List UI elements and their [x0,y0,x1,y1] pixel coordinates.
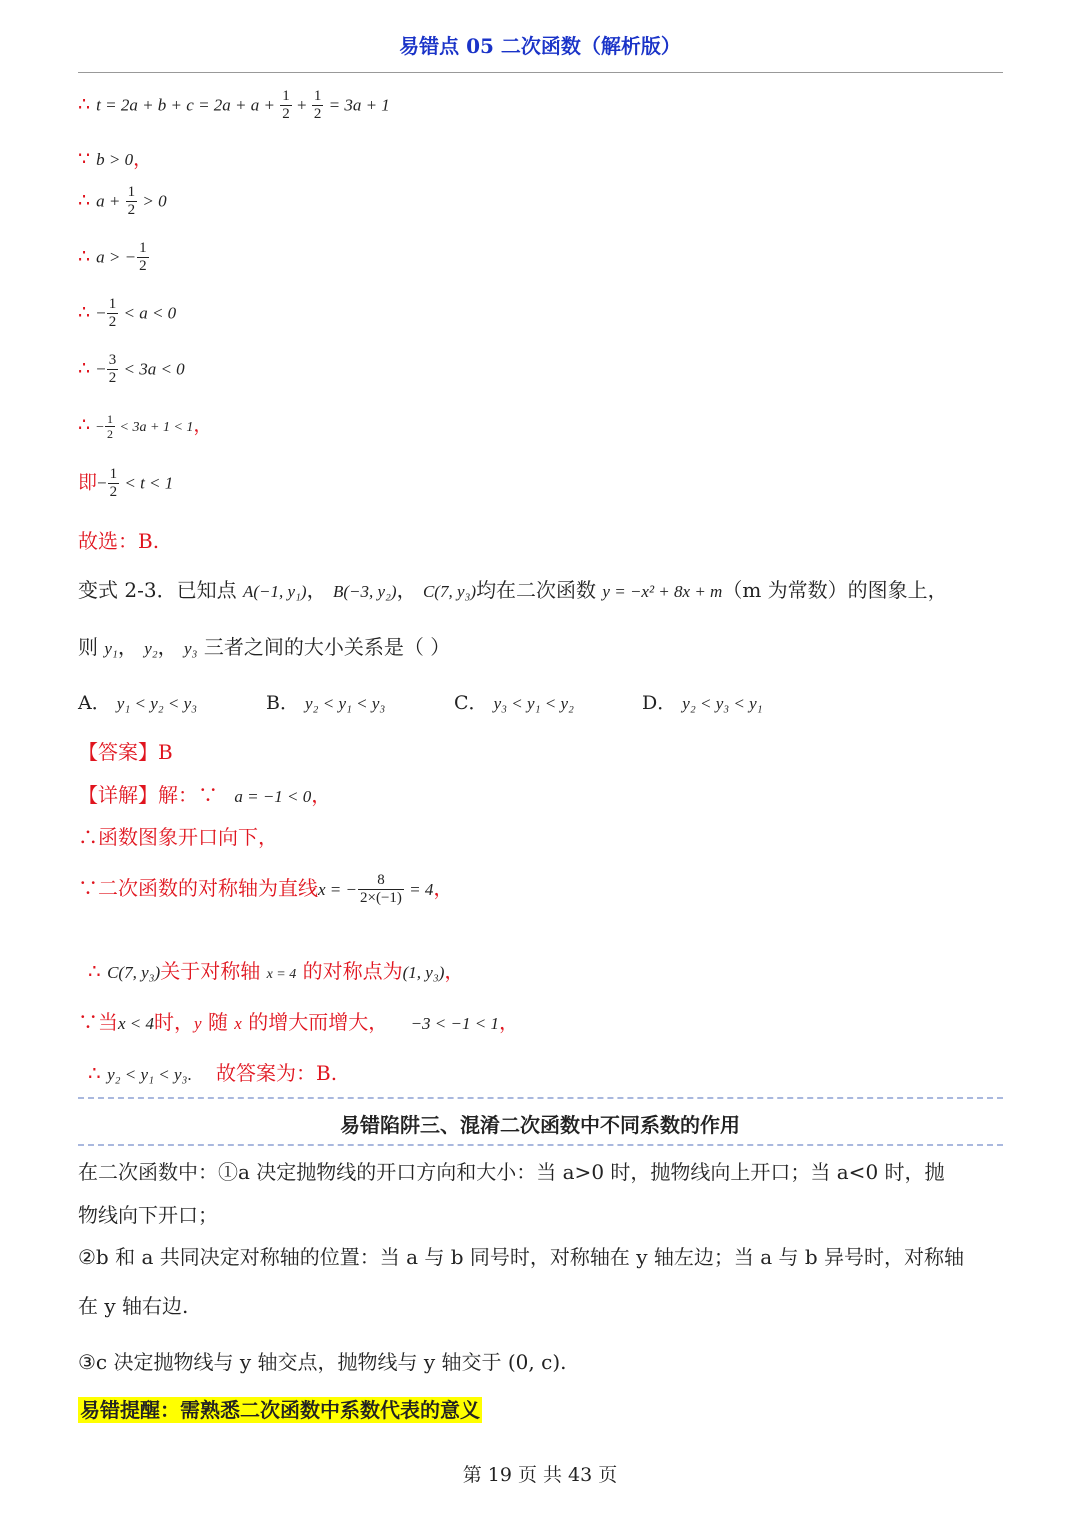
half-fraction: $\frac{1}{2}$ [313,88,322,122]
quadratic-function: y = −x² + 8x + m [602,582,723,601]
trap-paragraph-2-line-1: ②b 和 a 共同决定对称轴的位置：当 a 与 b 同号时，对称轴在 y 轴左边；当 a 与 b 异号时，对称轴 [78,1245,965,1269]
step-2-expression: b > 0 [96,150,134,169]
step-8-label: 即 [78,471,98,494]
option-c[interactable]: C． y₃ < y₁ < y₂ [454,692,574,714]
half-fraction: $\frac{1}{2}$ [139,240,147,274]
reminder-text: 易错提醒：需熟悉二次函数中系数代表的意义 [80,1398,480,1422]
step-6: ∴ − $\frac{3}{2}$ < 3a < 0 [78,352,185,386]
detail-line: 【详解】解：∵ a = −1 < 0， [78,783,332,807]
therefore-symbol: ∴ [78,357,91,380]
point-a: A(−1, y₁) [242,582,307,601]
therefore-symbol: ∴ [78,189,91,212]
half-fraction: $\frac{1}{2}$ [108,296,117,330]
step-1: ∴ t = 2a + b + c = 2a + a + $\frac{1}{2}$ + $\frac{1}{2}$ = 3a + 1 [78,88,390,122]
page-header-title: 易错点 05 二次函数（解析版） [399,34,681,58]
step-3: ∴ a + $\frac{1}{2}$ > 0 [78,184,167,218]
because-symbol: ∵ [78,148,91,170]
answer-line: 【答案】B [78,740,173,764]
axis-fraction: $\frac{8}{2\times(-1)}$ [360,872,402,906]
conclusion-b: 故选：B. [78,529,160,553]
step-5: ∴ − $\frac{1}{2}$ < a < 0 [78,296,177,330]
step-4: ∴ a > − $\frac{1}{2}$ [78,240,147,274]
opens-downward-line: ∴函数图象开口向下， [78,825,278,849]
variant-question-line-2: 则 y₁， y₂， y₃ 三者之间的大小关系是（ ） [78,635,451,659]
variant-question-line-1: 变式 2-3．已知点 A(−1, y₁)， B(−3, y₂)， C(7, y₃)均在二次函数 y = −x² + 8x + m（m 为常数）的图象上， [78,578,948,602]
symmetric-point-line: ∴ C(7, y₃)关于对称轴 x = 4 的对称点为(1, y₃)， [88,959,465,983]
half-fraction: $\frac{1}{2}$ [109,466,118,500]
step-7: ∴ − $\frac{1}{2}$ < 3a + 1 < 1， [78,411,213,441]
header-divider [78,72,1003,73]
trap-paragraph-1-line-1: 在二次函数中：①a 决定抛物线的开口方向和大小：当 a>0 时，抛物线向上开口；当 a<0 时，抛 [78,1160,945,1184]
option-b[interactable]: B． y₂ < y₁ < y₃ [266,692,386,714]
trap-paragraph-1-line-2: 物线向下开口； [78,1203,218,1227]
point-c: C(7, y₃) [422,582,477,601]
increasing-line: ∵当x < 4时，y 随 x 的增大而增大， −3 < −1 < 1， [78,1010,519,1034]
step-1-result: = 3a + 1 [324,95,390,115]
final-answer-line: ∴ y₂ < y₁ < y₃. 故答案为：B. [88,1061,338,1085]
trap-paragraph-2-line-2: 在 y 轴右边. [78,1294,189,1318]
reminder-highlight [78,1394,482,1423]
half-fraction: $\frac{1}{2}$ [127,184,136,218]
option-a[interactable]: A． y₁ < y₂ < y₃ [78,692,198,714]
trap-section-title: 易错陷阱三、混淆二次函数中不同系数的作用 [340,1113,740,1137]
variant-label: 变式 2-3．已知点 [78,578,237,602]
three-halves-fraction: $\frac{3}{2}$ [108,352,117,386]
therefore-symbol: ∴ [78,245,91,268]
step-1-expression: t = 2a + b + c = 2a + a + [96,95,280,115]
page-number-footer: 第 19 页 共 43 页 [462,1464,618,1486]
step-8: 即− $\frac{1}{2}$ < t < 1 [78,466,174,500]
half-fraction: $\frac{1}{2}$ [282,88,290,122]
section-divider-bottom [78,1144,1003,1146]
point-b: B(−3, y₂) [332,582,397,601]
step-2: ∵ b > 0， [78,148,153,170]
axis-of-symmetry-line: ∵二次函数的对称轴为直线x = − $\frac{8}{2\times(-1)}$ = 4， [78,872,454,906]
therefore-symbol: ∴ [78,301,91,324]
trap-paragraph-3: ③c 决定抛物线与 y 轴交点，抛物线与 y 轴交于 (0, c). [78,1350,567,1374]
half-fraction: $\frac{1}{2}$ [107,411,114,441]
therefore-symbol: ∴ [78,93,91,116]
therefore-symbol: ∴ [78,414,91,436]
option-d[interactable]: D． y₂ < y₃ < y₁ [642,692,763,714]
section-divider-top [78,1097,1003,1099]
